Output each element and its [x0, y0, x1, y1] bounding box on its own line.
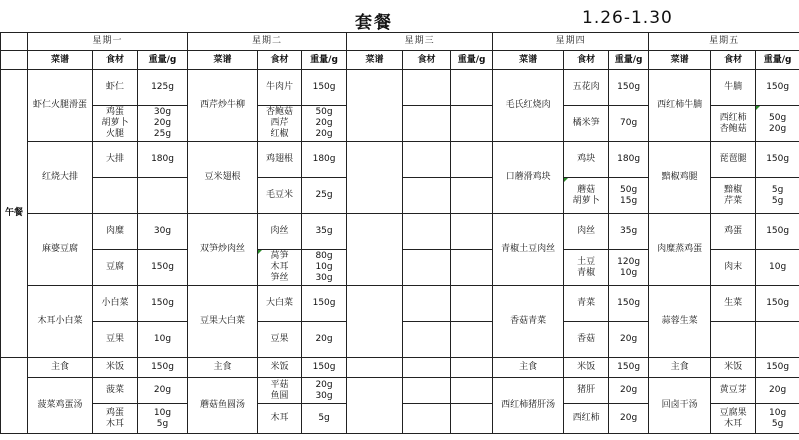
mon-d1-ingredient-1: 虾仁	[93, 70, 138, 106]
tue-staple: 主食	[188, 358, 258, 378]
thu-soup-weight-1: 20g	[609, 378, 649, 404]
mon-dish2: 红烧大排	[28, 142, 93, 214]
tue-d1-weight-2: 50g 20g 20g	[302, 106, 347, 142]
tue-d2-ingredient-2: 毛豆米	[258, 178, 302, 214]
wed-d2-weight-1	[451, 142, 493, 178]
tue-d3-weight-1: 35g	[302, 214, 347, 250]
tue-d3-weight-2: 80g 10g 30g	[302, 250, 347, 286]
mon-d1-ingredient-2: 鸡蛋 胡萝卜 火腿	[93, 106, 138, 142]
tue-d1-weight-1: 150g	[302, 70, 347, 106]
tue-d3-ingredient-1: 肉丝	[258, 214, 302, 250]
fri-d2-weight-2: 5g 5g	[756, 178, 799, 214]
tue-d4-ingredient-1: 大白菜	[258, 286, 302, 322]
wed-d1-ingredient-1	[403, 70, 451, 106]
header-dish: 菜谱	[28, 51, 93, 70]
fri-soup-weight-2: 10g 5g	[756, 404, 799, 434]
day-thursday: 星期四	[493, 33, 649, 51]
header-dish: 菜谱	[188, 51, 258, 70]
fri-d3-weight-2: 10g	[756, 250, 799, 286]
fri-d3-ingredient-1: 鸡蛋	[711, 214, 756, 250]
tue-d2-weight-1: 180g	[302, 142, 347, 178]
mon-d3-weight-1: 30g	[138, 214, 188, 250]
corner-cell-2	[1, 51, 28, 70]
mon-d3-ingredient-1: 肉糜	[93, 214, 138, 250]
fri-d4-weight-1: 150g	[756, 286, 799, 322]
mon-d2-weight-2	[138, 178, 188, 214]
fri-dish3: 肉糜蒸鸡蛋	[649, 214, 711, 286]
mon-staple-ingredient: 米饭	[93, 358, 138, 378]
mon-d3-ingredient-2: 豆腐	[93, 250, 138, 286]
fri-dish1: 西红柿牛腩	[649, 70, 711, 142]
fri-d1-ingredient-1: 牛腩	[711, 70, 756, 106]
mon-d2-weight-1: 180g	[138, 142, 188, 178]
tue-d4-weight-1: 150g	[302, 286, 347, 322]
dish1-row-a	[1, 70, 799, 106]
column-header-row	[1, 51, 799, 70]
wed-d2-weight-2	[451, 178, 493, 214]
wed-d1-weight-2	[451, 106, 493, 142]
tue-d2-ingredient-1: 鸡翅根	[258, 142, 302, 178]
header-dish: 菜谱	[649, 51, 711, 70]
corner-cell	[1, 33, 28, 51]
thu-staple-weight: 150g	[609, 358, 649, 378]
thu-dish4: 香菇青菜	[493, 286, 564, 358]
tue-dish3: 双笋炒肉丝	[188, 214, 258, 286]
header-ingredient: 食材	[711, 51, 756, 70]
header-ingredient: 食材	[564, 51, 609, 70]
wed-dish4	[347, 286, 403, 358]
thu-d3-ingredient-2: 土豆 青椒	[564, 250, 609, 286]
header-ingredient: 食材	[93, 51, 138, 70]
menu-table	[0, 32, 799, 434]
tue-d4-weight-2: 20g	[302, 322, 347, 358]
tue-soup-weight-1: 20g 30g	[302, 378, 347, 404]
thu-dish3: 青椒土豆肉丝	[493, 214, 564, 286]
header-dish: 菜谱	[347, 51, 403, 70]
mon-soup-ingredient-1: 菠菜	[93, 378, 138, 404]
tue-d4-ingredient-2: 豆果	[258, 322, 302, 358]
mon-d4-ingredient-2: 豆果	[93, 322, 138, 358]
page-title: 套餐	[355, 13, 393, 33]
dish3-row-a	[1, 214, 799, 250]
fri-d4-ingredient-2	[711, 322, 756, 358]
mon-dish3: 麻婆豆腐	[28, 214, 93, 286]
tue-soup-weight-2: 5g	[302, 404, 347, 434]
mon-d4-ingredient-1: 小白菜	[93, 286, 138, 322]
wed-soup-weight-2	[451, 404, 493, 434]
tue-soup-ingredient-1: 平菇 鱼圆	[258, 378, 302, 404]
thu-d4-weight-2: 20g	[609, 322, 649, 358]
wed-soup-ingredient-2	[403, 404, 451, 434]
thu-dish1: 毛氏红烧肉	[493, 70, 564, 142]
header-weight: 重量/g	[609, 51, 649, 70]
wed-dish2	[347, 142, 403, 214]
meal-label: 午餐	[1, 70, 28, 358]
tue-d1-ingredient-1: 牛肉片	[258, 70, 302, 106]
mon-dish1: 虾仁火腿滑蛋	[28, 70, 93, 142]
mon-d1-weight-1: 125g	[138, 70, 188, 106]
thu-d4-ingredient-1: 青菜	[564, 286, 609, 322]
thu-soup-weight-2: 20g	[609, 404, 649, 434]
mon-soup-weight-2: 10g 5g	[138, 404, 188, 434]
day-wednesday: 星期三	[347, 33, 493, 51]
fri-d1-weight-1: 150g	[756, 70, 799, 106]
mon-d2-ingredient-1: 大排	[93, 142, 138, 178]
wed-staple-weight	[451, 358, 493, 378]
mon-staple: 主食	[28, 358, 93, 378]
meal-label-2	[1, 358, 28, 434]
mon-d3-weight-2: 150g	[138, 250, 188, 286]
fri-staple-weight: 150g	[756, 358, 799, 378]
mon-soup-weight-1: 20g	[138, 378, 188, 404]
thu-d1-ingredient-2: 橘米笋	[564, 106, 609, 142]
wed-staple-ingredient	[403, 358, 451, 378]
thu-staple: 主食	[493, 358, 564, 378]
thu-soup: 西红柿猪肝汤	[493, 378, 564, 434]
wed-d3-ingredient-1	[403, 214, 451, 250]
mon-d4-weight-2: 10g	[138, 322, 188, 358]
thu-d3-weight-2: 120g 10g	[609, 250, 649, 286]
tue-dish4: 豆果大白菜	[188, 286, 258, 358]
thu-staple-ingredient: 米饭	[564, 358, 609, 378]
fri-d4-ingredient-1: 生菜	[711, 286, 756, 322]
fri-d2-ingredient-2: 黯椒 芹菜	[711, 178, 756, 214]
thu-d4-ingredient-2: 香菇	[564, 322, 609, 358]
mon-staple-weight: 150g	[138, 358, 188, 378]
wed-d4-ingredient-2	[403, 322, 451, 358]
fri-d3-weight-1: 150g	[756, 214, 799, 250]
thu-d1-ingredient-1: 五花肉	[564, 70, 609, 106]
fri-d4-weight-2	[756, 322, 799, 358]
wed-soup-ingredient-1	[403, 378, 451, 404]
fri-d3-ingredient-2: 肉末	[711, 250, 756, 286]
thu-d1-weight-2: 70g	[609, 106, 649, 142]
mon-d2-ingredient-2	[93, 178, 138, 214]
header-dish: 菜谱	[493, 51, 564, 70]
fri-d2-weight-1: 150g	[756, 142, 799, 178]
tue-d3-ingredient-2: 莴笋 木耳 笋丝	[258, 250, 302, 286]
header-weight: 重量/g	[451, 51, 493, 70]
fri-soup-weight-1: 20g	[756, 378, 799, 404]
wed-soup-weight-1	[451, 378, 493, 404]
dish2-row-a	[1, 142, 799, 178]
fri-d1-ingredient-2: 西红柿 杏鲍菇	[711, 106, 756, 142]
date-range: 1.26-1.30	[582, 8, 673, 28]
header-ingredient: 食材	[403, 51, 451, 70]
thu-dish2: 口蘑滑鸡块	[493, 142, 564, 214]
thu-d3-ingredient-1: 肉丝	[564, 214, 609, 250]
thu-d2-weight-1: 180g	[609, 142, 649, 178]
tue-dish1: 西芹炒牛柳	[188, 70, 258, 142]
day-header-row	[1, 33, 799, 51]
day-tuesday: 星期二	[188, 33, 347, 51]
thu-d3-weight-1: 35g	[609, 214, 649, 250]
thu-d2-weight-2: 50g 15g	[609, 178, 649, 214]
fri-dish2: 黯椒鸡腿	[649, 142, 711, 214]
day-friday: 星期五	[649, 33, 799, 51]
thu-d2-ingredient-2: 蘑菇 胡萝卜	[564, 178, 609, 214]
mon-soup-ingredient-2: 鸡蛋 木耳	[93, 404, 138, 434]
thu-soup-ingredient-2: 西红柿	[564, 404, 609, 434]
wed-d3-ingredient-2	[403, 250, 451, 286]
soup-row-a	[1, 378, 799, 404]
dish4-row-a	[1, 286, 799, 322]
wed-d1-weight-1	[451, 70, 493, 106]
header-weight: 重量/g	[138, 51, 188, 70]
day-monday: 星期一	[28, 33, 188, 51]
wed-d3-weight-1	[451, 214, 493, 250]
fri-dish4: 蒜蓉生菜	[649, 286, 711, 358]
thu-d4-weight-1: 150g	[609, 286, 649, 322]
fri-staple: 主食	[649, 358, 711, 378]
fri-soup: 回卤干汤	[649, 378, 711, 434]
mon-dish4: 木耳小白菜	[28, 286, 93, 358]
wed-d4-weight-2	[451, 322, 493, 358]
fri-soup-ingredient-1: 黄豆芽	[711, 378, 756, 404]
wed-dish1	[347, 70, 403, 142]
tue-soup: 蘑菇鱼圆汤	[188, 378, 258, 434]
wed-d2-ingredient-2	[403, 178, 451, 214]
wed-d4-ingredient-1	[403, 286, 451, 322]
fri-d1-weight-2: 50g 20g	[756, 106, 799, 142]
wed-staple	[347, 358, 403, 378]
tue-soup-ingredient-2: 木耳	[258, 404, 302, 434]
header-weight: 重量/g	[756, 51, 799, 70]
thu-d1-weight-1: 150g	[609, 70, 649, 106]
tue-d2-weight-2: 25g	[302, 178, 347, 214]
header-ingredient: 食材	[258, 51, 302, 70]
wed-d4-weight-1	[451, 286, 493, 322]
tue-dish2: 豆米翅根	[188, 142, 258, 214]
tue-staple-ingredient: 米饭	[258, 358, 302, 378]
thu-soup-ingredient-1: 猪肝	[564, 378, 609, 404]
staple-row	[1, 358, 799, 378]
mon-soup: 菠菜鸡蛋汤	[28, 378, 93, 434]
wed-soup	[347, 378, 403, 434]
tue-staple-weight: 150g	[302, 358, 347, 378]
wed-dish3	[347, 214, 403, 286]
wed-d3-weight-2	[451, 250, 493, 286]
fri-d2-ingredient-1: 琵琶腿	[711, 142, 756, 178]
header-weight: 重量/g	[302, 51, 347, 70]
wed-d2-ingredient-1	[403, 142, 451, 178]
fri-soup-ingredient-2: 豆腐果 木耳	[711, 404, 756, 434]
fri-staple-ingredient: 米饭	[711, 358, 756, 378]
mon-d1-weight-2: 30g 20g 25g	[138, 106, 188, 142]
wed-d1-ingredient-2	[403, 106, 451, 142]
mon-d4-weight-1: 150g	[138, 286, 188, 322]
tue-d1-ingredient-2: 杏鲍菇 西芹 红椒	[258, 106, 302, 142]
thu-d2-ingredient-1: 鸡块	[564, 142, 609, 178]
